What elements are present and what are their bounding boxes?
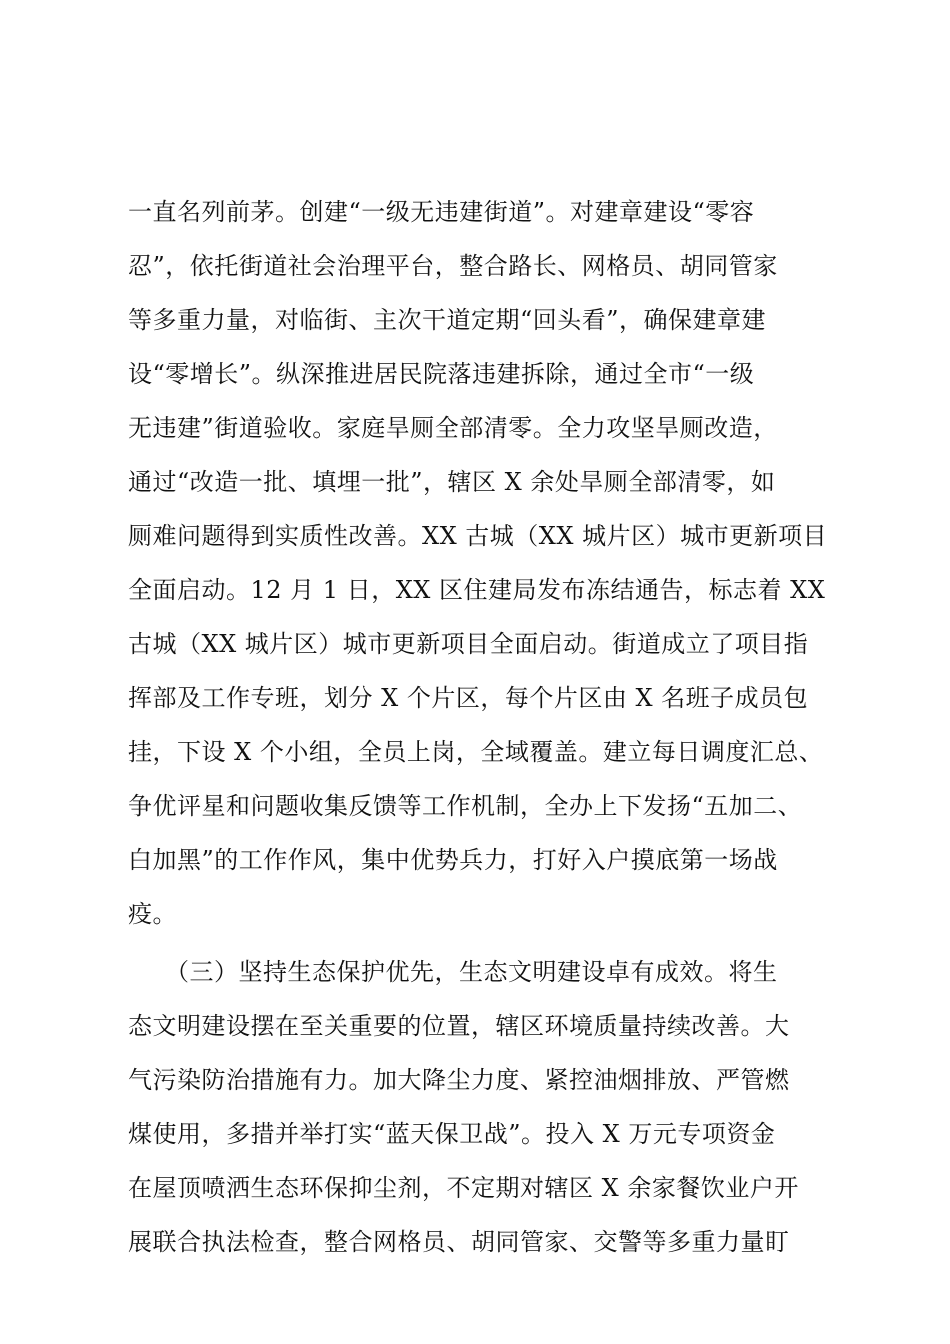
text-line: 古城（XX 城片区）城市更新项目全面启动。街道成立了项目指 xyxy=(128,630,809,658)
text-line: 疫。 xyxy=(128,900,177,928)
text-line: 白加黑”的工作作风，集中优势兵力，打好入户摸底第一场战 xyxy=(128,846,778,874)
text-line: 挥部及工作专班，划分 X 个片区，每个片区由 X 名班子成员包 xyxy=(128,684,809,712)
text-line: 无违建”街道验收。家庭旱厕全部清零。全力攻坚旱厕改造， xyxy=(128,414,778,442)
text-line: 忍”，依托街道社会治理平台，整合路长、网格员、胡同管家 xyxy=(128,252,778,280)
text-line: 展联合执法检查，整合网格员、胡同管家、交警等多重力量盯 xyxy=(128,1228,790,1256)
text-line: 在屋顶喷洒生态环保抑尘剂，不定期对辖区 X 余家餐饮业户开 xyxy=(128,1174,799,1202)
text-line: 一直名列前茅。创建“一级无违建街道”。对建章建设“零容 xyxy=(128,198,755,226)
text-line: 全面启动。12 月 1 日，XX 区住建局发布冻结通告，标志着 XX xyxy=(128,576,826,604)
paragraph-1 xyxy=(128,185,828,941)
paragraph-2 xyxy=(128,945,828,1269)
text-line: 等多重力量，对临街、主次干道定期“回头看”，确保建章建 xyxy=(128,306,767,334)
text-line: 厕难问题得到实质性改善。XX 古城（XX 城片区）城市更新项目 xyxy=(128,522,828,550)
text-line: 设“零增长”。纵深推进居民院落违建拆除，通过全市“一级 xyxy=(128,360,755,388)
text-line: 煤使用，多措并举打实“蓝天保卫战”。投入 X 万元专项资金 xyxy=(128,1120,776,1148)
text-line: 挂，下设 X 个小组，全员上岗，全域覆盖。建立每日调度汇总、 xyxy=(128,738,824,766)
document-body xyxy=(128,185,828,1269)
text-line: 通过“改造一批、填埋一批”，辖区 X 余处旱厕全部清零，如 xyxy=(128,468,776,496)
text-line: 态文明建设摆在至关重要的位置，辖区环境质量持续改善。大 xyxy=(128,1012,790,1040)
text-line: 气污染防治措施有力。加大降尘力度、紧控油烟排放、严管燃 xyxy=(128,1066,790,1094)
text-line: （三）坚持生态保护优先，生态文明建设卓有成效。将生 xyxy=(128,958,778,986)
text-line: 争优评星和问题收集反馈等工作机制，全办上下发扬“五加二、 xyxy=(128,792,803,820)
